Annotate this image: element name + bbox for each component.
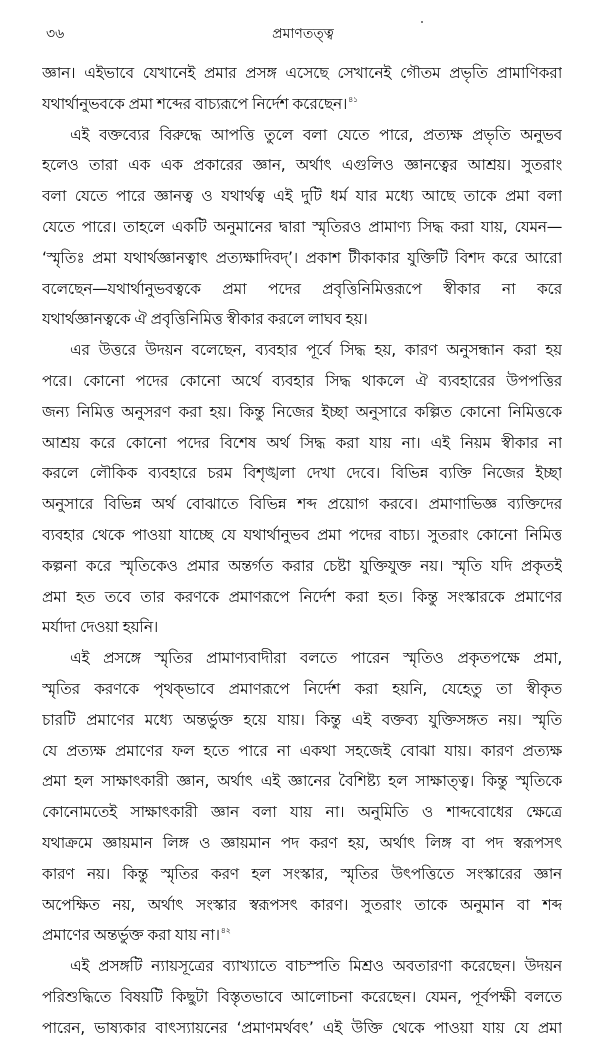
paragraph bbox=[42, 643, 562, 951]
text-line: বলেছেন—যথার্থানুভবত্বকে প্রমা পদের প্রবৃত্তিনিমিত্তরূপে স্বীকার না করে bbox=[42, 279, 562, 298]
text-line: চারটি প্রমাণের মধ্যে অন্তর্ভুক্ত হয়ে যায়। কিন্তু এই বক্তব্য যুক্তিসঙ্গত নয়। স্মৃতি bbox=[42, 710, 562, 729]
paragraph bbox=[42, 120, 562, 336]
scan-speck bbox=[421, 21, 423, 23]
text-line: অনুসারে বিভিন্ন অর্থ বোঝাতে বিভিন্ন শব্দ প্রয়োগ করবে। প্রমাণাভিজ্ঞ ব্যক্তিদের bbox=[42, 495, 562, 514]
footnote-marker[interactable]: ৪১ bbox=[348, 94, 358, 104]
text-line: জন্য নিমিত্ত অনুসরণ করা হয়। কিন্তু নিজের ইচ্ছা অনুসারে কল্পিত কোনো নিমিত্তকে bbox=[42, 402, 562, 421]
text-line: স্মৃতির করণকে পৃথক্‌ভাবে প্রমাণরূপে নির্দেশ করা হয়নি, যেহেতু তা স্বীকৃত bbox=[42, 679, 562, 698]
text-line: এই প্রসঙ্গটি ন্যায়সূত্রের ব্যাখ্যাতে বাচস্পতি মিশ্রও অবতারণা করেছেন। উদয়ন bbox=[70, 957, 562, 976]
text-line: পারেন, ভাষ্যকার বাৎস্যায়নের ‘প্রমাণমর্থবৎ’ এই উক্তি থেকে পাওয়া যায় যে প্রমা bbox=[42, 1018, 562, 1037]
text-line: মর্যাদা দেওয়া হয়নি। bbox=[42, 618, 159, 637]
text-line: বলা যেতে পারে জ্ঞানত্ব ও যথার্থত্ব এই দুটি ধর্ম যার মধ্যে আছে তাকে প্রমা বলা bbox=[42, 187, 562, 206]
text-line: কারণ নয়। কিন্তু স্মৃতির করণ হল সংস্কার, স্মৃতির উৎপত্তিতে সংস্কারের জ্ঞান bbox=[42, 864, 562, 883]
text-line: ‘স্মৃতিঃ প্রমা যথার্থজ্ঞানত্বাৎ প্রত্যক্ষাদিবদ্’। প্রকাশ টীকাকার যুক্তিটি বিশদ করে আরো bbox=[42, 248, 562, 267]
text-line: এই প্রসঙ্গে স্মৃতির প্রামাণ্যবাদীরা বলতে পারেন স্মৃতিও প্রকৃতপক্ষে প্রমা, bbox=[70, 649, 562, 668]
text-line: ব্যবহার থেকে পাওয়া যাচ্ছে যে যথার্থানুভব প্রমা পদের বাচ্য। সুতরাং কোনো নিমিত্ত bbox=[42, 525, 562, 544]
text-line: প্রমা হত তবে তার করণকে প্রমাণরূপে নির্দেশ করা হত। কিন্তু সংস্কারকে প্রমাণের bbox=[42, 587, 562, 606]
text-line: এর উত্তরে উদয়ন বলেছেন, ব্যবহার পূর্বে সিদ্ধ হয়, কারণ অনুসন্ধান করা হয় bbox=[70, 341, 562, 360]
text-line: হলেও তারা এক এক প্রকারের জ্ঞান, অর্থাৎ এগুলিও জ্ঞানত্বের আশ্রয়। সুতরাং bbox=[42, 156, 562, 175]
text-line: যে প্রত্যক্ষ প্রমাণের ফল হতে পারে না একথা সহজেই বোঝা যায়। কারণ প্রত্যক্ষ bbox=[42, 741, 562, 760]
text-line: যেতে পারে। তাহলে একটি অনুমানের দ্বারা স্মৃতিরও প্রামাণ্য সিদ্ধ করা যায়, যেমন— bbox=[42, 217, 562, 236]
text-line: আশ্রয় করে কোনো পদের বিশেষ অর্থ সিদ্ধ করা যায় না। এই নিয়ম স্বীকার না bbox=[42, 433, 562, 452]
text-line: কোনোমতেই সাক্ষাৎকারী জ্ঞান বলা যায় না। অনুমিতি ও শাব্দবোধের ক্ষেত্রে bbox=[42, 803, 562, 822]
text-line: এই বক্তব্যের বিরুদ্ধে আপত্তি তুলে বলা যেতে পারে, প্রত্যক্ষ প্রভৃতি অনুভব bbox=[70, 125, 562, 144]
text-line bbox=[42, 89, 562, 120]
text-line: কল্পনা করে স্মৃতিকেও প্রমার অন্তর্গত করার চেষ্টা যুক্তিযুক্ত নয়। স্মৃতি যদি প্রকৃতই bbox=[42, 556, 562, 575]
text-line: যথাক্রমে জ্ঞায়মান লিঙ্গ ও জ্ঞায়মান পদ করণ হয়, অর্থাৎ লিঙ্গ বা পদ স্বরূপসৎ bbox=[42, 833, 562, 852]
text-line: অপেক্ষিত নয়, অর্থাৎ সংস্কার স্বরূপসৎ কারণ। সুতরাং তাকে অনুমান বা শব্দ bbox=[42, 895, 562, 914]
page-number: ৩৬ bbox=[46, 26, 65, 42]
running-header bbox=[46, 24, 560, 44]
running-title: প্রমাণতত্ত্ব bbox=[272, 26, 334, 42]
body-text bbox=[42, 58, 562, 1044]
text-line: জ্ঞান। এইভাবে যেখানেই প্রমার প্রসঙ্গ এসেছে সেখানেই গৌতম প্রভৃতি প্রামাণিকরা bbox=[42, 64, 562, 82]
paragraph bbox=[42, 951, 562, 1043]
paragraph bbox=[42, 335, 562, 643]
text-line: যথার্থজ্ঞানত্বকে ঐ প্রবৃত্তিনিমিত্ত স্বীকার করলে লাঘব হয়। bbox=[42, 310, 368, 329]
paragraph bbox=[42, 58, 562, 120]
text-line: করলে লৌকিক ব্যবহারে চরম বিশৃঙ্খলা দেখা দেবে। বিভিন্ন ব্যক্তি নিজের ইচ্ছা bbox=[42, 464, 562, 483]
text-line: পরে। কোনো পদের কোনো অর্থে ব্যবহার সিদ্ধ থাকলে ঐ ব্যবহারের উপপত্তির bbox=[42, 371, 562, 390]
footnote-marker[interactable]: ৪২ bbox=[220, 926, 231, 936]
text-line bbox=[42, 920, 562, 951]
text-line: প্রমা হল সাক্ষাৎকারী জ্ঞান, অর্থাৎ এই জ্ঞানের বৈশিষ্ট্য হল সাক্ষাত্ত্ব। কিন্তু স্মৃতিকে bbox=[42, 772, 562, 791]
line-text: প্রমাণের অন্তর্ভুক্ত করা যায় না। bbox=[42, 926, 220, 945]
text-line: পরিশুদ্ধিতে বিষয়টি কিছুটা বিস্তৃতভাবে আলোচনা করেছেন। যেমন, পূর্বপক্ষী বলতে bbox=[42, 987, 562, 1006]
line-text: যথার্থানুভবকে প্রমা শব্দের বাচ্যরূপে নির্দেশ করেছেন। bbox=[42, 94, 348, 113]
